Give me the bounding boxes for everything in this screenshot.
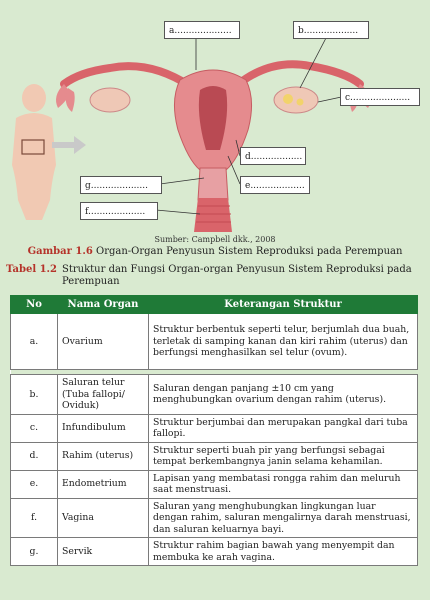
table-caption: [6, 264, 424, 288]
figure-caption: [0, 246, 430, 257]
organ-structure-table: [10, 295, 418, 566]
row-description: Saluran dengan panjang ±10 cm yang menghubungkan ovarium dengan rahim (uterus).: [149, 375, 418, 415]
row-no: g.: [11, 538, 58, 566]
table-row: [11, 375, 418, 415]
table-row: [11, 414, 418, 442]
row-description: Struktur berbentuk seperti telur, berjumlah dua buah, terletak di samping kanan dan kiri rahim (uterus) dan berfungsi menghasilkan sel telur (ovum).: [149, 314, 418, 370]
row-organ: Ovarium: [58, 314, 149, 370]
row-no: d.: [11, 442, 58, 470]
row-organ: Vagina: [58, 498, 149, 538]
label-box-c[interactable]: c.....................: [340, 88, 420, 106]
label-box-a[interactable]: a....................: [164, 21, 240, 39]
row-description: Struktur seperti buah pir yang berfungsi sebagai tempat berkembangnya janin selama kehamilan.: [149, 442, 418, 470]
row-description: Saluran yang menghubungkan lingkungan luar dengan rahim, saluran mengalirnya darah menstruasi, dan saluran keluarnya bayi.: [149, 498, 418, 538]
row-description: Lapisan yang membatasi rongga rahim dan meluruh saat menstruasi.: [149, 470, 418, 498]
label-box-e[interactable]: e...................: [240, 176, 310, 194]
label-box-b[interactable]: b...................: [293, 21, 369, 39]
row-organ: Endometrium: [58, 470, 149, 498]
row-organ: Servik: [58, 538, 149, 566]
header-organ: Nama Organ: [58, 296, 149, 314]
row-no: b.: [11, 375, 58, 415]
row-description: Struktur berjumbai dan merupakan pangkal dari tuba fallopi.: [149, 414, 418, 442]
row-organ: Infundibulum: [58, 414, 149, 442]
row-description: Struktur rahim bagian bawah yang menyempit dan membuka ke arah vagina.: [149, 538, 418, 566]
row-no: c.: [11, 414, 58, 442]
row-no: f.: [11, 498, 58, 538]
header-description: Keterangan Struktur: [149, 296, 418, 314]
label-box-g[interactable]: g....................: [80, 176, 162, 194]
row-no: a.: [11, 314, 58, 370]
row-no: e.: [11, 470, 58, 498]
figure-caption-text: Organ-Organ Penyusun Sistem Reproduksi pada Perempuan: [96, 246, 403, 257]
header-no: No: [11, 296, 58, 314]
table-row: [11, 498, 418, 538]
table-row: [11, 470, 418, 498]
row-organ: Rahim (uterus): [58, 442, 149, 470]
table-row: [11, 538, 418, 566]
label-box-f[interactable]: f....................: [80, 202, 158, 220]
figure-caption-number: Gambar 1.6: [27, 246, 93, 257]
table-row: [11, 442, 418, 470]
table-caption-text: Struktur dan Fungsi Organ-organ Penyusun Sistem Reproduksi pada Perempuan: [62, 264, 412, 287]
figure-reproductive-organs: [0, 0, 430, 240]
table-caption-number: Tabel 1.2: [6, 264, 57, 275]
row-organ: Saluran telur (Tuba fallopi/ Oviduk): [58, 375, 149, 415]
label-box-d[interactable]: d..................: [240, 147, 306, 165]
figure-source: Sumber: Campbell dkk., 2008: [154, 235, 276, 244]
table-row: [11, 314, 418, 370]
table-header-row: [11, 296, 418, 314]
